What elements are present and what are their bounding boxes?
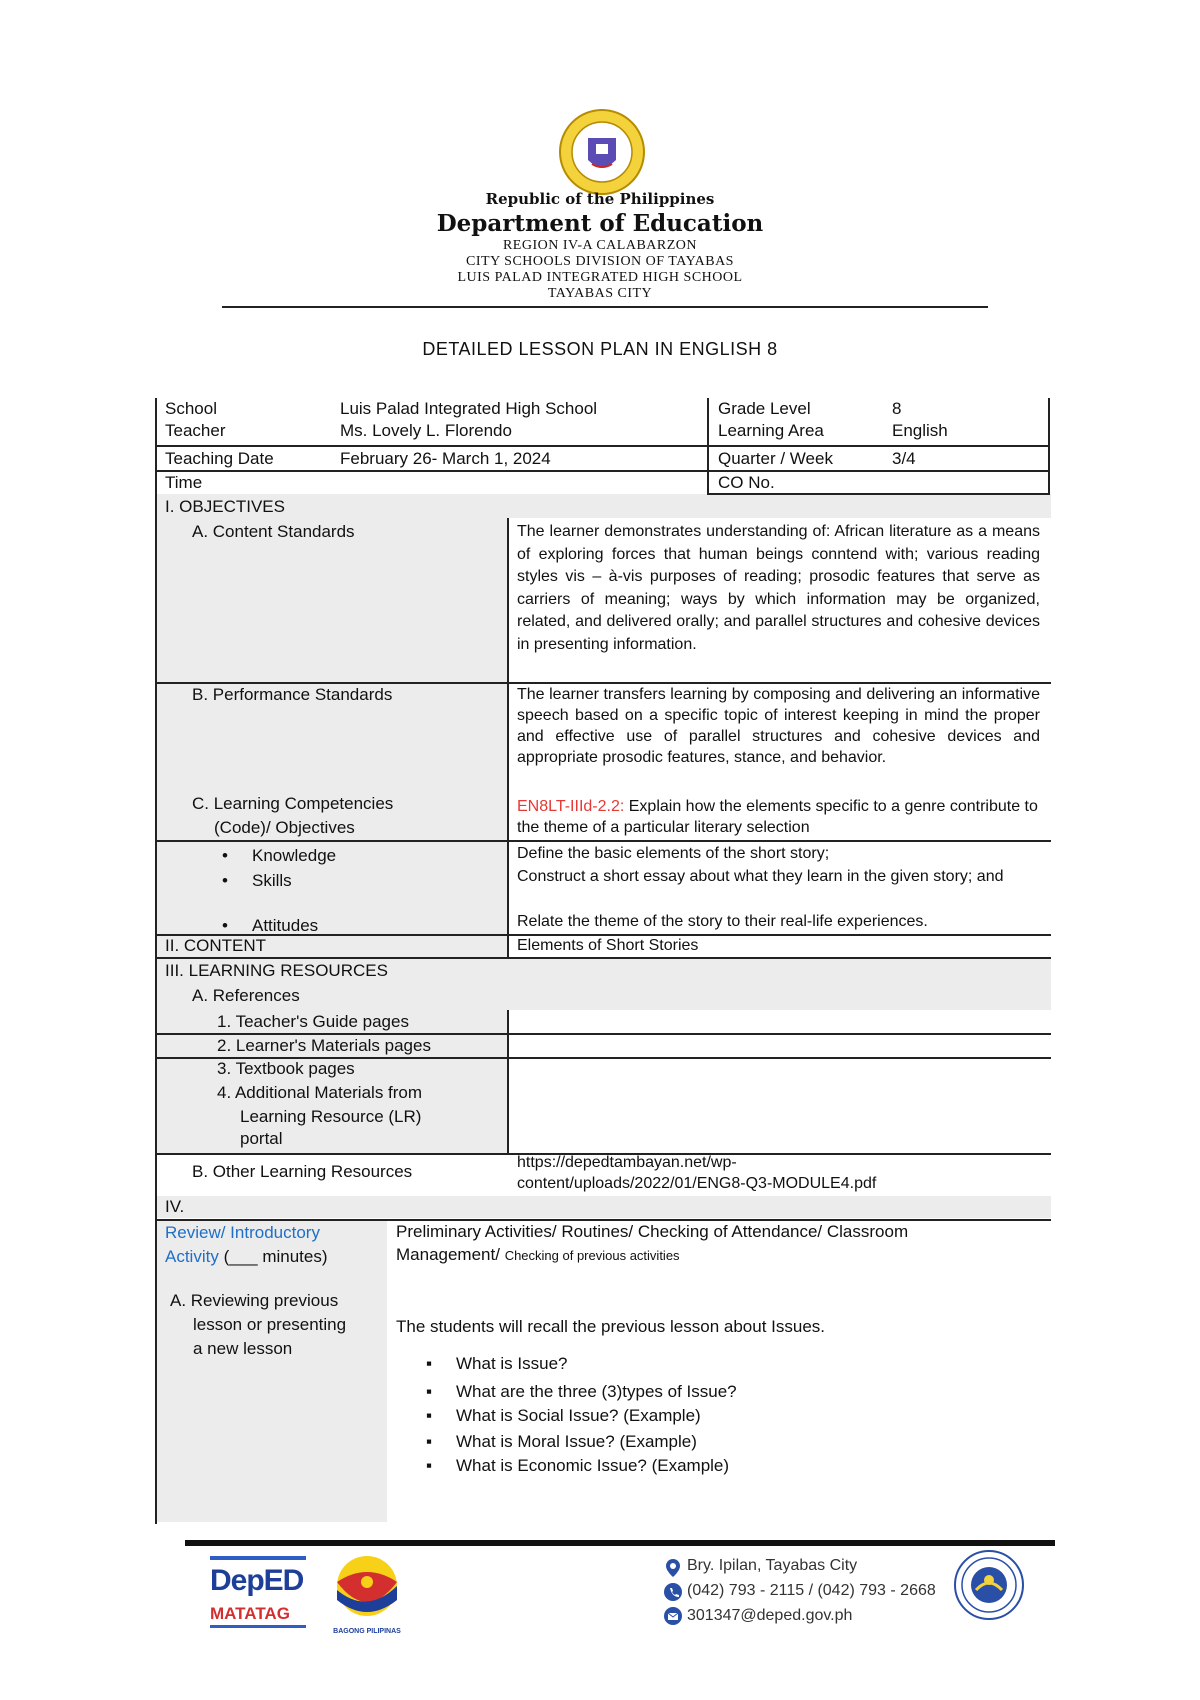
matatag-underline	[210, 1625, 306, 1628]
division-text: CITY SCHOOLS DIVISION OF TAYABAS	[466, 254, 734, 269]
content-text: Elements of Short Stories	[517, 937, 699, 954]
grade-value: 8	[892, 399, 902, 418]
question-item: ▪ What is Issue?	[396, 1353, 996, 1381]
table-line	[155, 470, 1050, 472]
ksa-list	[192, 845, 492, 936]
question-item: ▪ What is Moral Issue? (Example)	[396, 1431, 996, 1455]
ksa-text-3: Relate the theme of the story to their real-life experiences.	[517, 913, 928, 930]
procedures-heading-bg	[155, 1196, 1051, 1218]
quarter-value: 3/4	[892, 449, 916, 468]
ksa-knowledge: • Knowledge	[192, 845, 492, 870]
email-icon	[664, 1607, 682, 1625]
competency-desc: Explain how the elements specific to a genre contribute to the theme of a particular literary selection	[517, 798, 1038, 836]
additional-materials-label-2: Learning Resource (LR)	[240, 1107, 422, 1126]
teacher-label: Teacher	[165, 421, 226, 440]
question-item: ▪ What are the three (3)types of Issue?	[396, 1381, 996, 1405]
ksa-text-2: Construct a short essay about what they learn in the given story; and	[517, 868, 1004, 885]
footer-email[interactable]: 301347@deped.gov.ph	[687, 1607, 853, 1624]
content-standards-text: The learner demonstrates understanding of: African literature as a means of exploring forces that human beings conntend with; various reading styles vis – à-vis purposes of reading; prosodic features that serve as carriers of meaning; ways by which information may be organized, related, and delivered orally; and parallel structures and cohesive devices in presenting information.	[517, 523, 1040, 653]
competency-text	[517, 796, 1040, 838]
reviewing-label-2: lesson or presenting	[193, 1315, 347, 1334]
school-seal-logo	[954, 1550, 1024, 1620]
learners-materials-label: 2. Learner's Materials pages	[217, 1036, 431, 1055]
department-text: Department of Education	[436, 210, 764, 237]
content-heading: II. CONTENT	[165, 936, 267, 955]
review-minutes: (___ minutes)	[218, 1247, 328, 1266]
additional-materials-label-1: 4. Additional Materials from	[217, 1083, 423, 1102]
table-line	[155, 445, 1050, 447]
prelim-checking: Checking of previous activities	[504, 1248, 680, 1263]
deped-logo-bar	[210, 1556, 306, 1560]
republic-text: Republic of the Philippines	[485, 190, 715, 208]
prelim-line-2	[396, 1244, 680, 1266]
table-line	[707, 493, 1050, 495]
city-text: TAYABAS CITY	[547, 286, 653, 301]
textbook-label: 3. Textbook pages	[217, 1059, 355, 1078]
table-border-left-body	[155, 494, 157, 1524]
procedures-heading: IV.	[165, 1197, 185, 1216]
competencies-label-1: C. Learning Competencies	[192, 794, 394, 813]
ksa-text-1: Define the basic elements of the short story;	[517, 845, 830, 862]
reviewing-label-1: A. Reviewing previous	[170, 1291, 339, 1310]
area-label: Learning Area	[718, 421, 824, 440]
objectives-heading-bg	[155, 494, 1051, 518]
page-title: DETAILED LESSON PLAN IN ENGLISH 8	[422, 339, 778, 359]
quarter-label: Quarter / Week	[718, 449, 833, 468]
resources-heading: III. LEARNING RESOURCES	[165, 961, 388, 980]
footer-divider	[185, 1540, 1055, 1546]
bagong-pilipinas-logo	[325, 1552, 409, 1628]
content-standards-label: A. Content Standards	[192, 522, 355, 541]
footer-address: Bry. Ipilan, Tayabas City	[687, 1557, 858, 1574]
competencies-label-2: (Code)/ Objectives	[214, 818, 355, 837]
reviewing-label-3: a new lesson	[193, 1339, 293, 1358]
grade-label: Grade Level	[718, 399, 811, 418]
time-label: Time	[165, 473, 203, 492]
footer-phone: (042) 793 - 2115 / (042) 793 - 2668	[687, 1582, 936, 1599]
references-label: A. References	[192, 986, 300, 1005]
competency-code: EN8LT-IIId-2.2:	[517, 798, 625, 815]
location-pin-icon	[664, 1558, 682, 1578]
additional-materials-label-3: portal	[240, 1129, 283, 1148]
review-label-1: Review/ Introductory	[165, 1223, 320, 1242]
matatag-logo-text: MATATAG	[210, 1604, 290, 1623]
table-line	[155, 840, 1051, 842]
question-item: ▪ What is Social Issue? (Example)	[396, 1405, 996, 1431]
deped-logo-text: DepED	[210, 1564, 304, 1597]
other-resources-link-2[interactable]: content/uploads/2022/01/ENG8-Q3-MODULE4.pdf	[517, 1175, 877, 1192]
table-line	[155, 957, 1051, 959]
area-value: English	[892, 421, 948, 440]
ksa-skills: • Skills	[192, 870, 492, 915]
review-label-2	[165, 1246, 328, 1267]
questions-list	[396, 1353, 996, 1476]
region-text: REGION IV-A CALABARZON	[502, 238, 698, 253]
co-label: CO No.	[718, 473, 775, 492]
deped-seal-logo	[558, 108, 646, 196]
teachers-guide-label: 1. Teacher's Guide pages	[217, 1012, 409, 1031]
bagong-pilipinas-text: BAGONG PILIPINAS	[333, 1628, 401, 1635]
header-divider	[222, 306, 988, 308]
other-resources-link-1[interactable]: https://depedtambayan.net/wp-	[517, 1154, 737, 1171]
resources-col-divider	[507, 1010, 509, 1154]
prelim-line-1: Preliminary Activities/ Routines/ Checking of Attendance/ Classroom	[396, 1222, 909, 1241]
date-label: Teaching Date	[165, 449, 274, 468]
school-value: Luis Palad Integrated High School	[340, 399, 598, 418]
other-resources-label: B. Other Learning Resources	[192, 1162, 413, 1181]
performance-standards-text: The learner transfers learning by composing and delivering an informative speech based on a specific topic of interest keeping in mind the proper and effective use of parallel structures and cohesive devices and appropriate prosodic features, stance, and behavior.	[517, 686, 1040, 766]
date-value: February 26- March 1, 2024	[340, 449, 551, 468]
prelim-management: Management/	[396, 1245, 505, 1264]
school-text: LUIS PALAD INTEGRATED HIGH SCHOOL	[457, 270, 743, 285]
phone-icon	[664, 1583, 682, 1601]
school-label: School	[165, 399, 217, 418]
teacher-value: Ms. Lovely L. Florendo	[340, 421, 512, 440]
performance-standards-label: B. Performance Standards	[192, 685, 393, 704]
objectives-heading: I. OBJECTIVES	[165, 497, 285, 516]
objectives-col-divider	[507, 518, 509, 958]
recall-text: The students will recall the previous lesson about Issues.	[396, 1317, 826, 1336]
ksa-attitudes: • Attitudes	[192, 915, 492, 936]
question-item: ▪ What is Economic Issue? (Example)	[396, 1455, 996, 1476]
review-activity: Activity	[165, 1247, 219, 1266]
